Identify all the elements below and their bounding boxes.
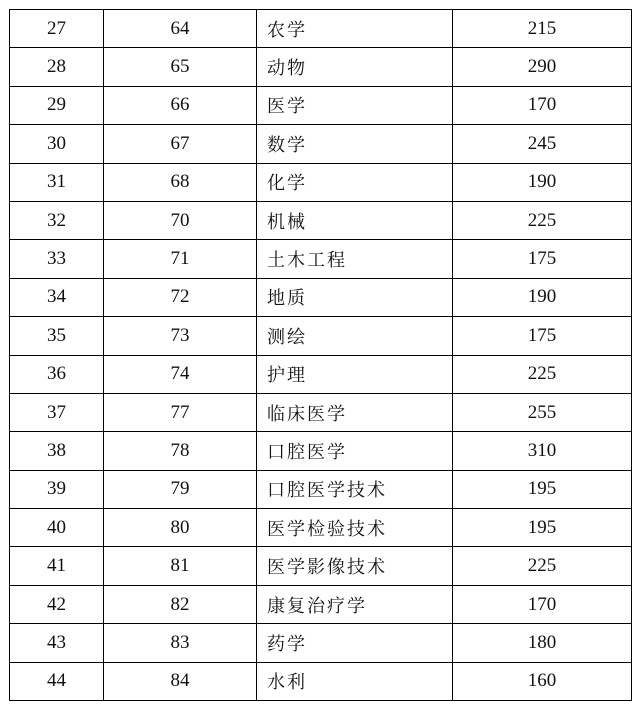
code-cell: 70 [104, 201, 257, 239]
score-cell: 195 [453, 470, 632, 508]
code-cell: 66 [104, 86, 257, 124]
major-cell: 口腔医学技术 [257, 470, 453, 508]
table-row [10, 662, 632, 700]
table-row [10, 201, 632, 239]
score-cell: 175 [453, 317, 632, 355]
score-cell: 225 [453, 355, 632, 393]
code-cell: 79 [104, 470, 257, 508]
table-row [10, 10, 632, 48]
seq-cell: 30 [10, 125, 104, 163]
table-row [10, 86, 632, 124]
table-row [10, 470, 632, 508]
score-cell: 290 [453, 48, 632, 86]
score-cell: 195 [453, 509, 632, 547]
code-cell: 78 [104, 432, 257, 470]
score-table-container [9, 9, 631, 701]
seq-cell: 35 [10, 317, 104, 355]
code-cell: 77 [104, 393, 257, 431]
seq-cell: 37 [10, 393, 104, 431]
score-cell: 175 [453, 240, 632, 278]
major-cell: 农学 [257, 10, 453, 48]
seq-cell: 34 [10, 278, 104, 316]
table-row [10, 163, 632, 201]
score-cell: 190 [453, 163, 632, 201]
score-cell: 245 [453, 125, 632, 163]
major-cell: 护理 [257, 355, 453, 393]
major-cell: 口腔医学 [257, 432, 453, 470]
code-cell: 84 [104, 662, 257, 700]
table-row [10, 585, 632, 623]
table-row [10, 240, 632, 278]
code-cell: 73 [104, 317, 257, 355]
seq-cell: 31 [10, 163, 104, 201]
seq-cell: 41 [10, 547, 104, 585]
score-cell: 170 [453, 585, 632, 623]
seq-cell: 36 [10, 355, 104, 393]
table-row [10, 278, 632, 316]
code-cell: 82 [104, 585, 257, 623]
code-cell: 83 [104, 624, 257, 662]
score-cell: 225 [453, 547, 632, 585]
major-cell: 机械 [257, 201, 453, 239]
seq-cell: 33 [10, 240, 104, 278]
score-cell: 180 [453, 624, 632, 662]
major-cell: 医学检验技术 [257, 509, 453, 547]
seq-cell: 28 [10, 48, 104, 86]
major-cell: 土木工程 [257, 240, 453, 278]
code-cell: 64 [104, 10, 257, 48]
table-row [10, 432, 632, 470]
table-row [10, 48, 632, 86]
code-cell: 80 [104, 509, 257, 547]
seq-cell: 39 [10, 470, 104, 508]
table-row [10, 317, 632, 355]
code-cell: 68 [104, 163, 257, 201]
seq-cell: 42 [10, 585, 104, 623]
score-cell: 160 [453, 662, 632, 700]
score-cell: 190 [453, 278, 632, 316]
table-row [10, 125, 632, 163]
major-cell: 数学 [257, 125, 453, 163]
code-cell: 71 [104, 240, 257, 278]
major-cell: 药学 [257, 624, 453, 662]
major-cell: 康复治疗学 [257, 585, 453, 623]
code-cell: 81 [104, 547, 257, 585]
score-cell: 170 [453, 86, 632, 124]
score-table-body [10, 10, 632, 701]
table-row [10, 547, 632, 585]
seq-cell: 40 [10, 509, 104, 547]
table-row [10, 624, 632, 662]
major-cell: 医学 [257, 86, 453, 124]
table-row [10, 509, 632, 547]
code-cell: 74 [104, 355, 257, 393]
score-cell: 310 [453, 432, 632, 470]
code-cell: 72 [104, 278, 257, 316]
seq-cell: 44 [10, 662, 104, 700]
major-cell: 地质 [257, 278, 453, 316]
table-row [10, 393, 632, 431]
major-cell: 动物 [257, 48, 453, 86]
score-cell: 225 [453, 201, 632, 239]
code-cell: 67 [104, 125, 257, 163]
major-cell: 化学 [257, 163, 453, 201]
seq-cell: 27 [10, 10, 104, 48]
seq-cell: 43 [10, 624, 104, 662]
major-cell: 医学影像技术 [257, 547, 453, 585]
code-cell: 65 [104, 48, 257, 86]
major-cell: 水利 [257, 662, 453, 700]
score-cell: 255 [453, 393, 632, 431]
score-cell: 215 [453, 10, 632, 48]
table-row [10, 355, 632, 393]
seq-cell: 32 [10, 201, 104, 239]
score-table [9, 9, 632, 701]
major-cell: 测绘 [257, 317, 453, 355]
major-cell: 临床医学 [257, 393, 453, 431]
seq-cell: 38 [10, 432, 104, 470]
seq-cell: 29 [10, 86, 104, 124]
